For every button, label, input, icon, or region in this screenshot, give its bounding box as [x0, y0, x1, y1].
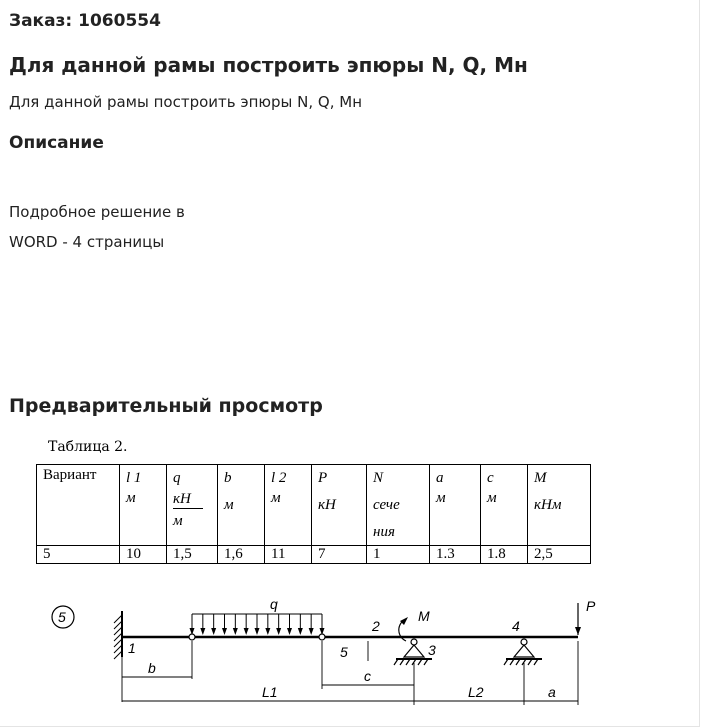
load-arrowhead	[298, 628, 303, 635]
table-row	[37, 546, 591, 564]
force-p-label: P	[586, 598, 596, 614]
load-arrowhead	[200, 628, 205, 635]
roller-support	[504, 639, 542, 665]
section-2: 2	[372, 618, 380, 634]
section-4: 4	[512, 618, 520, 634]
dim-b-label: b	[148, 660, 156, 676]
dim-c-label: c	[364, 668, 371, 684]
table-caption: Таблица 2.	[48, 439, 128, 455]
load-arrowhead	[276, 628, 281, 635]
description-line: Подробное решение в	[9, 203, 185, 221]
table-cell: 1.8	[481, 546, 528, 564]
page-title: Для данной рамы построить эпюры N, Q, Мн	[9, 53, 528, 77]
header-cell: c м	[481, 465, 528, 546]
table-cell: 11	[265, 546, 312, 564]
hinge	[319, 634, 325, 640]
header-cell: a м	[430, 465, 481, 546]
header-cell: Вариант	[37, 465, 120, 546]
table-cell: 1	[367, 546, 430, 564]
load-arrowhead	[222, 628, 227, 635]
load-q-label: q	[270, 597, 278, 612]
table-cell: 7	[312, 546, 367, 564]
force-p-arrowhead	[575, 627, 581, 635]
moment-label: M	[418, 608, 430, 624]
preview-heading: Предварительный просмотр	[9, 395, 323, 417]
header-cell: M кНм	[528, 465, 591, 546]
pin-support	[394, 639, 432, 665]
order-number: Заказ: 1060554	[9, 11, 161, 31]
dim-a-label: a	[548, 684, 556, 700]
wall-hatch	[114, 615, 122, 659]
moment-arrowhead	[400, 617, 408, 625]
load-arrowhead	[309, 628, 314, 635]
variant-number: 5	[58, 609, 66, 625]
load-arrowhead	[211, 628, 216, 635]
beam-scheme	[30, 597, 610, 728]
load-arrowhead	[287, 628, 292, 635]
load-arrowhead	[244, 628, 249, 635]
table-header-row	[37, 465, 591, 546]
section-3: 3	[428, 642, 436, 658]
table-cell: 2,5	[528, 546, 591, 564]
description-line: WORD - 4 страницы	[9, 233, 165, 251]
load-arrowhead	[265, 628, 270, 635]
header-cell: l 1 м	[120, 465, 167, 546]
dim-l1-label: L1	[262, 684, 278, 700]
load-arrowhead	[255, 628, 260, 635]
header-cell: N сече ния	[367, 465, 430, 546]
header-cell: P кН	[312, 465, 367, 546]
table-cell: 10	[120, 546, 167, 564]
header-cell: l 2 м	[265, 465, 312, 546]
load-arrowhead	[233, 628, 238, 635]
variant-table	[36, 464, 591, 564]
header-cell: b м	[218, 465, 265, 546]
table-cell: 5	[37, 546, 120, 564]
dimension-lines	[122, 641, 578, 705]
header-cell: q кН м	[167, 465, 218, 546]
hinge	[189, 634, 195, 640]
section-1: 1	[128, 640, 136, 656]
preview-image	[30, 437, 610, 728]
description-heading: Описание	[9, 133, 104, 153]
section-5: 5	[340, 644, 348, 660]
page-subtitle: Для данной рамы построить эпюры N, Q, Мн	[9, 93, 363, 111]
description-text	[9, 197, 269, 257]
table-cell: 1.3	[430, 546, 481, 564]
table-cell: 1,6	[218, 546, 265, 564]
dim-l2-label: L2	[468, 684, 484, 700]
distributed-load	[190, 614, 325, 637]
table-cell: 1,5	[167, 546, 218, 564]
